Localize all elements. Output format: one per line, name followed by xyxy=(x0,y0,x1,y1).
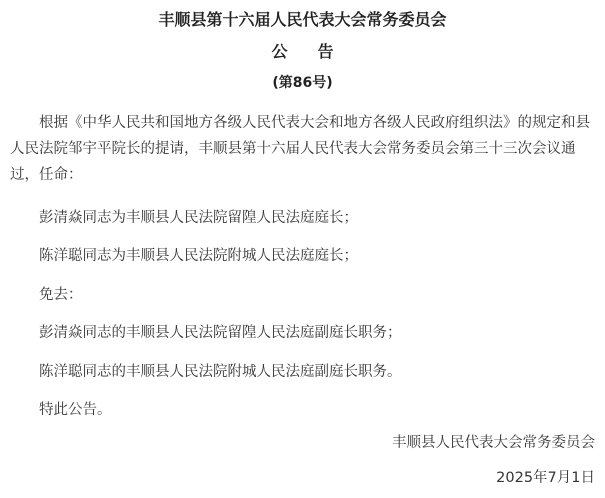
removal-line: 陈洋聪同志的丰顺县人民法院附城人民法庭副庭长职务。 xyxy=(39,364,402,380)
intro-paragraph: 根据《中华人民共和国地方各级人民代表大会和地方各级人民政府组织法》的规定和县人民法院邹宇平院长的提请，丰顺县第十六届人民代表大会常务委员会第三十三次会议通过，任命： xyxy=(10,115,590,183)
appointment-line: 陈洋聪同志为丰顺县人民法院附城人民法庭庭长； xyxy=(39,248,358,264)
removal-line: 彭清焱同志的丰顺县人民法院留隍人民法庭副庭长职务； xyxy=(39,325,402,341)
closing-line: 特此公告。 xyxy=(39,402,112,418)
document-number: (第86号) xyxy=(272,75,333,91)
issue-date: 2025年7月1日 xyxy=(496,470,595,486)
document-org-title: 丰顺县第十六届人民代表大会常务委员会 xyxy=(158,10,447,29)
document-type-title: 公告 xyxy=(271,42,364,61)
removal-heading: 免去： xyxy=(39,287,83,303)
issuer-signature: 丰顺县人民代表大会常务委员会 xyxy=(392,435,595,451)
appointment-line: 彭清焱同志为丰顺县人民法院留隍人民法庭庭长； xyxy=(39,210,358,226)
